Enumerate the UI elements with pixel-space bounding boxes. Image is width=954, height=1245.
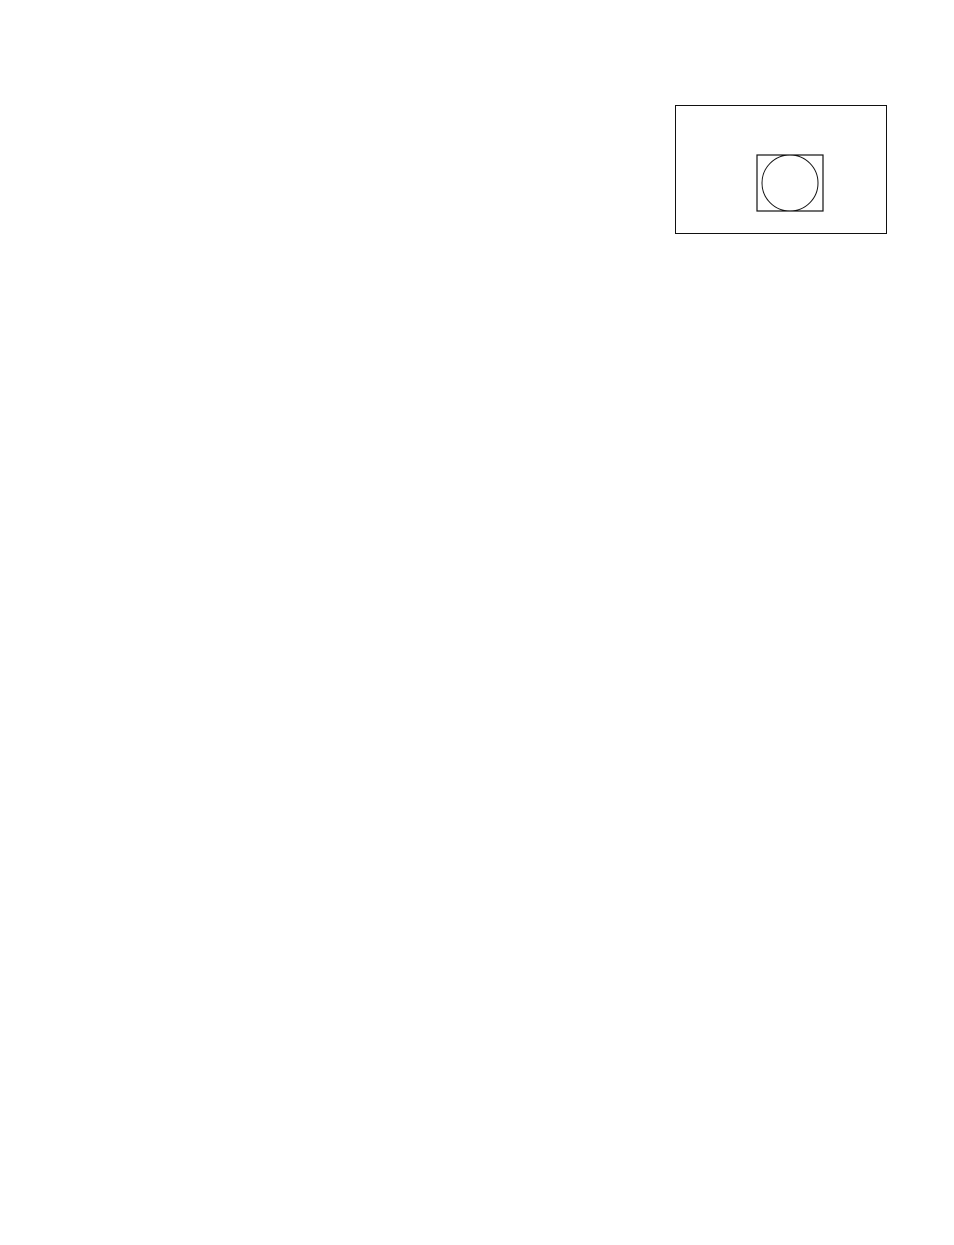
trimpot-diagram — [676, 106, 888, 235]
list-item — [135, 490, 165, 508]
caution-paragraph — [135, 246, 835, 315]
protection-requirement — [135, 355, 855, 378]
figure22-frame — [675, 105, 887, 234]
list-item — [135, 584, 165, 602]
figure22-title — [674, 61, 885, 78]
list-item — [135, 553, 165, 571]
list-item — [135, 522, 165, 540]
